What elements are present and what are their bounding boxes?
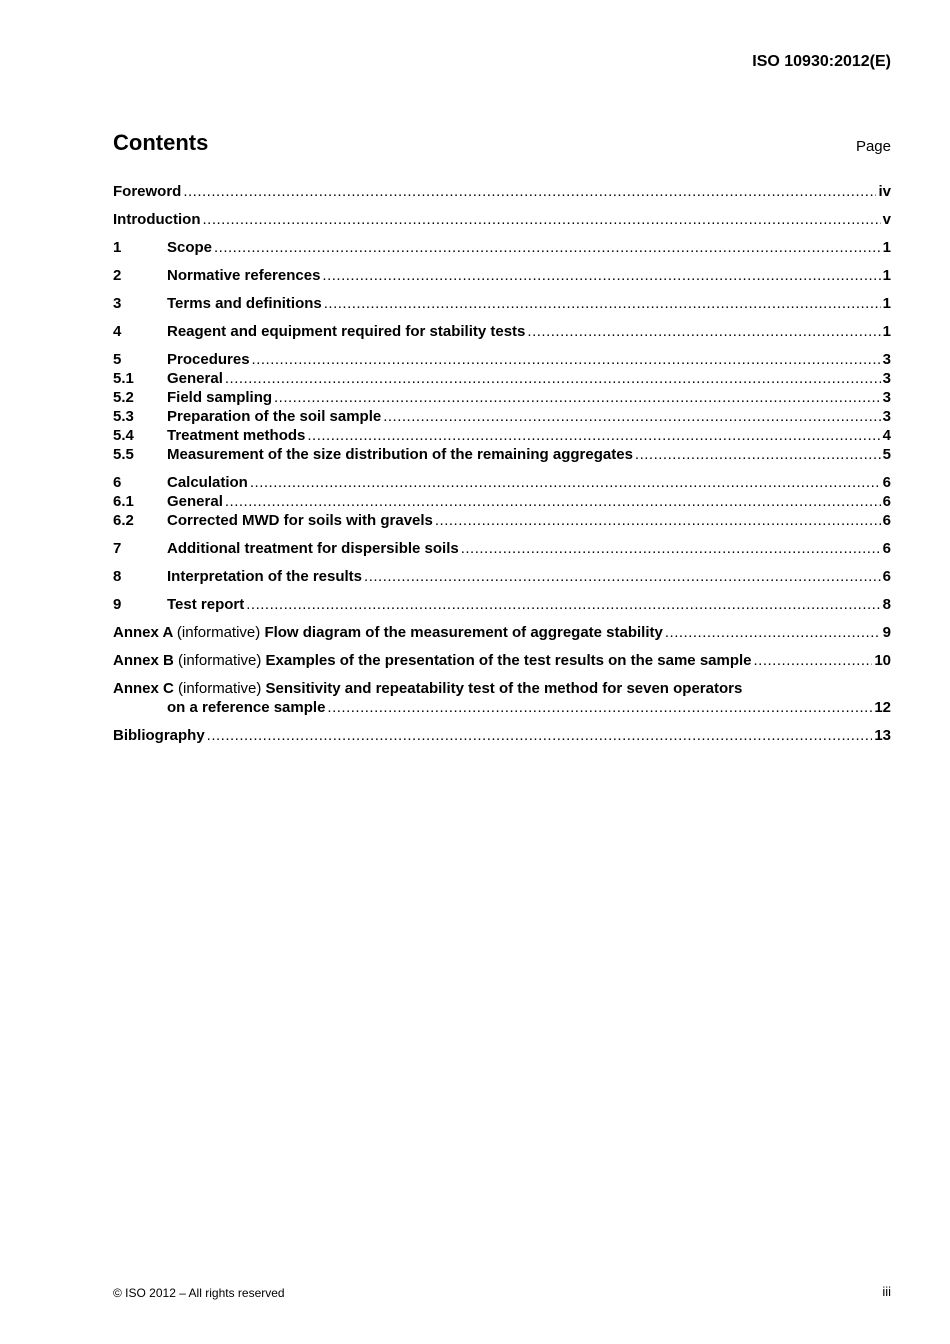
toc-entry-9[interactable] — [113, 595, 891, 614]
footer-copyright: © ISO 2012 – All rights reserved — [113, 1286, 285, 1300]
toc-entry-title: Corrected MWD for soils with gravels — [167, 512, 433, 529]
toc-entry-page: 12 — [874, 699, 891, 716]
dot-leader — [364, 567, 881, 586]
dot-leader — [252, 350, 881, 369]
toc-entry-page: 6 — [882, 568, 891, 585]
dot-leader — [307, 426, 880, 445]
annex-title: Flow diagram of the measurement of aggregate stability — [264, 624, 663, 641]
toc-entry-title: Preparation of the soil sample — [167, 408, 382, 425]
toc-entry-introduction[interactable] — [113, 210, 891, 229]
dot-leader — [274, 388, 881, 407]
annex-type: (informative) — [178, 680, 262, 697]
toc-entry-title: Terms and definitions — [167, 295, 322, 312]
toc-entry-number: 8 — [113, 568, 122, 585]
annex-type: (informative) — [176, 624, 261, 641]
toc-entry-number: 7 — [113, 540, 122, 557]
toc-entry-page: 1 — [882, 295, 891, 312]
toc-entry-page: iv — [878, 183, 891, 200]
toc-entry-number: 5.5 — [113, 446, 134, 463]
toc-entry-page: 6 — [882, 512, 891, 529]
toc-entry-title: General — [167, 370, 223, 387]
table-of-contents — [113, 182, 891, 745]
dot-leader — [214, 238, 881, 257]
toc-annex-title-line — [113, 679, 891, 698]
toc-entry-annex-c[interactable] — [113, 679, 891, 717]
toc-entry-foreword[interactable] — [113, 182, 891, 201]
toc-entry-title: Procedures — [167, 351, 250, 368]
toc-entry-page: 6 — [882, 540, 891, 557]
toc-entry-title: Scope — [167, 239, 213, 256]
annex-label: Annex C — [113, 680, 174, 697]
toc-entry-5-5[interactable] — [113, 445, 891, 464]
dot-leader — [435, 511, 881, 530]
dot-leader — [754, 651, 873, 670]
toc-entry-page: 13 — [874, 727, 891, 744]
toc-entry-6-2[interactable] — [113, 511, 891, 530]
dot-leader — [183, 182, 876, 201]
toc-entry-5[interactable] — [113, 350, 891, 369]
toc-entry-number: 5.3 — [113, 408, 134, 425]
toc-entry-number: 5.1 — [113, 370, 134, 387]
toc-entry-page: 1 — [882, 267, 891, 284]
annex-label: Annex B — [113, 652, 174, 669]
dot-leader — [461, 539, 881, 558]
toc-entry-number: 4 — [113, 323, 122, 340]
toc-entry-title: Bibliography — [113, 727, 205, 744]
dot-leader — [665, 623, 881, 642]
toc-entry-title: Additional treatment for dispersible soils — [167, 540, 459, 557]
page-title: Contents — [113, 130, 209, 155]
page-column-label: Page — [855, 138, 891, 155]
dot-leader — [202, 210, 880, 229]
toc-entry-6-1[interactable] — [113, 492, 891, 511]
toc-entry-number: 1 — [113, 239, 122, 256]
toc-entry-page: 8 — [882, 596, 891, 613]
toc-entry-page: 3 — [882, 370, 891, 387]
dot-leader — [250, 473, 881, 492]
toc-entry-title: Test report — [167, 596, 245, 613]
toc-entry-page: 6 — [882, 493, 891, 510]
toc-entry-number: 9 — [113, 596, 122, 613]
toc-entry-title: Calculation — [167, 474, 248, 491]
toc-entry-number: 5 — [113, 351, 122, 368]
toc-entry-8[interactable] — [113, 567, 891, 586]
toc-entry-annex-a[interactable] — [113, 623, 891, 642]
toc-entry-page: 6 — [882, 474, 891, 491]
toc-entry-page: 4 — [882, 427, 891, 444]
toc-entry-page: 1 — [882, 323, 891, 340]
toc-entry-title: General — [167, 493, 223, 510]
annex-type: (informative) — [178, 652, 262, 669]
toc-entry-page: 5 — [882, 446, 891, 463]
toc-entry-1[interactable] — [113, 238, 891, 257]
toc-annex-title-continuation — [113, 698, 891, 717]
toc-annex-title-line — [113, 623, 663, 642]
toc-entry-5-1[interactable] — [113, 369, 891, 388]
toc-entry-3[interactable] — [113, 294, 891, 313]
toc-entry-number: 3 — [113, 295, 122, 312]
toc-entry-title: Normative references — [167, 267, 321, 284]
dot-leader — [246, 595, 880, 614]
toc-entry-title: Treatment methods — [167, 427, 306, 444]
dot-leader — [225, 369, 881, 388]
dot-leader — [322, 266, 880, 285]
annex-title-cont: on a reference sample — [167, 699, 326, 716]
toc-entry-5-2[interactable] — [113, 388, 891, 407]
toc-entry-title: Interpretation of the results — [167, 568, 363, 585]
toc-entry-4[interactable] — [113, 322, 891, 341]
toc-entry-title: Field sampling — [167, 389, 273, 406]
toc-entry-page: 10 — [874, 652, 891, 669]
toc-entry-6[interactable] — [113, 473, 891, 492]
toc-entry-title: Reagent and equipment required for stability tests — [167, 323, 526, 340]
dot-leader — [527, 322, 880, 341]
toc-entry-2[interactable] — [113, 266, 891, 285]
annex-title: Examples of the presentation of the test results on the same sample — [265, 652, 752, 669]
dot-leader — [207, 726, 873, 745]
toc-entry-number: 5.2 — [113, 389, 134, 406]
toc-entry-page: 1 — [882, 239, 891, 256]
toc-entry-page: 3 — [882, 389, 891, 406]
footer-page-number: iii — [882, 1284, 891, 1299]
toc-entry-title: Introduction — [113, 211, 201, 228]
toc-entry-page: 3 — [882, 351, 891, 368]
document-id: ISO 10930:2012(E) — [752, 53, 891, 70]
toc-entry-number: 6.2 — [113, 512, 134, 529]
toc-entry-number: 2 — [113, 267, 122, 284]
dot-leader — [324, 294, 881, 313]
toc-entry-page: v — [882, 211, 891, 228]
toc-entry-title: Measurement of the size distribution of the remaining aggregates — [167, 446, 633, 463]
toc-entry-title: Foreword — [113, 183, 182, 200]
dot-leader — [383, 407, 880, 426]
toc-entry-5-4[interactable] — [113, 426, 891, 445]
dot-leader — [327, 698, 872, 717]
dot-leader — [225, 492, 881, 511]
toc-entry-number: 6 — [113, 474, 122, 491]
toc-annex-title-line — [113, 651, 752, 670]
toc-entry-7[interactable] — [113, 539, 891, 558]
toc-entry-5-3[interactable] — [113, 407, 891, 426]
annex-title: Sensitivity and repeatability test of the method for seven operators — [265, 680, 743, 697]
toc-entry-number: 5.4 — [113, 427, 134, 444]
toc-entry-page: 9 — [882, 624, 891, 641]
dot-leader — [635, 445, 881, 464]
toc-entry-annex-b[interactable] — [113, 651, 891, 670]
toc-entry-number: 6.1 — [113, 493, 134, 510]
annex-label: Annex A — [113, 624, 173, 641]
toc-entry-page: 3 — [882, 408, 891, 425]
toc-entry-bibliography[interactable] — [113, 726, 891, 745]
